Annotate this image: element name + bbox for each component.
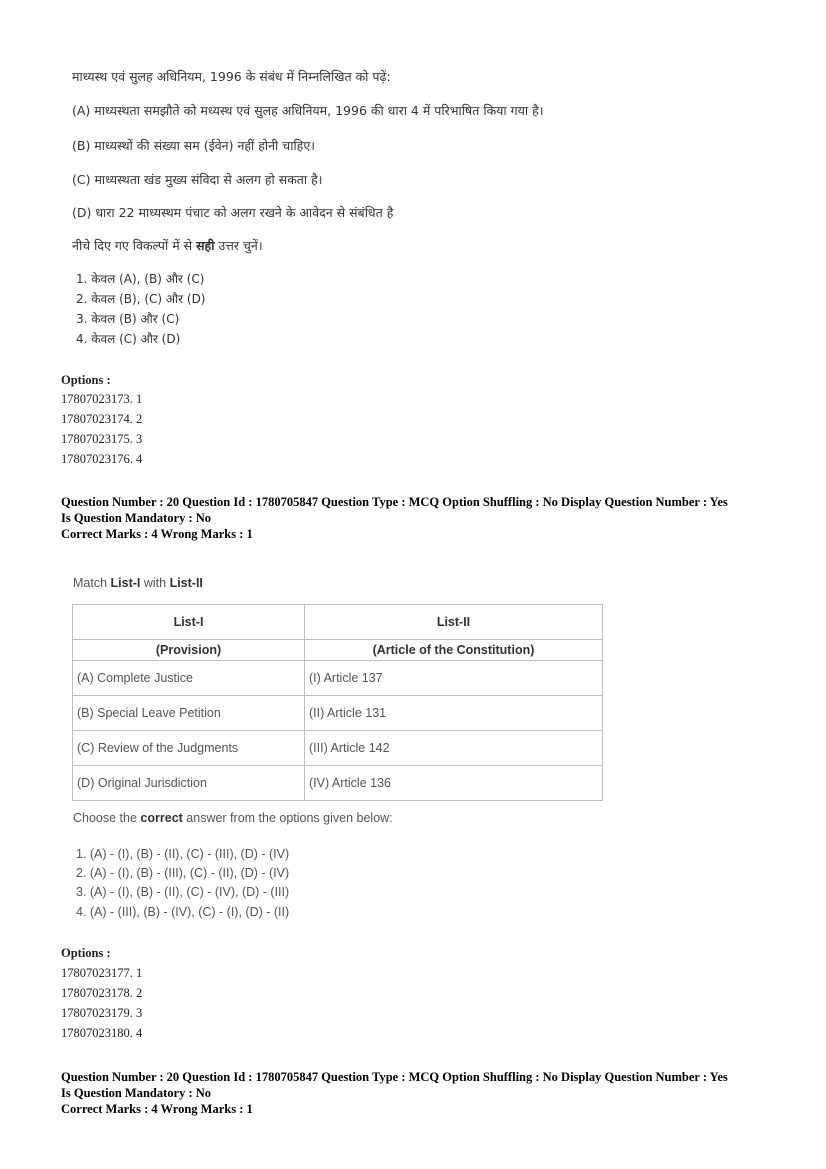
row-d-provision: (D) Original Jurisdiction [73,766,305,801]
q1-instruction [72,237,263,254]
row-a-provision: (A) Complete Justice [73,661,305,696]
q1-choice-1: 1. केवल (A), (B) और (C) [76,272,205,286]
q2-options-label: Options : [61,946,111,960]
subheader-provision: (Provision) [73,640,305,661]
q2-choose-instruction [73,811,393,825]
table-row [73,696,603,731]
q2-choose-post: answer from the options given below: [182,811,393,825]
q2-stem-list1: List-I [110,576,141,590]
q1-statement-c: (C) माध्यस्थता खंड मुख्य संविदा से अलग हो सकता है। [72,172,323,187]
q2-stem [73,576,203,590]
q2-option-3: 17807023179. 3 [61,1006,143,1020]
row-b-article: (II) Article 131 [305,696,603,731]
q1-options-list [61,389,142,469]
q1-option-1: 17807023173. 1 [61,392,143,406]
q2-option-1: 17807023177. 1 [61,966,143,980]
q1-choice-4: 4. केवल (C) और (D) [76,332,181,346]
q1-option-2: 17807023174. 2 [61,412,143,426]
q2-choice-2: 2. (A) - (I), (B) - (III), (C) - (II), (D) - (IV) [76,866,290,880]
q2-choose-bold: correct [140,811,183,825]
meta2-line3: Correct Marks : 4 Wrong Marks : 1 [61,1102,253,1116]
row-a-article: (I) Article 137 [305,661,603,696]
table-subheader-row [73,640,603,661]
meta1-line3: Correct Marks : 4 Wrong Marks : 1 [61,527,253,541]
table-row [73,766,603,801]
row-c-article: (III) Article 142 [305,731,603,766]
match-table [72,604,603,801]
q2-option-4: 17807023180. 4 [61,1026,143,1040]
q2-choice-4: 4. (A) - (III), (B) - (IV), (C) - (I), (D) - (II) [76,905,290,919]
q1-instruction-bold: सही [196,238,215,253]
row-b-provision: (B) Special Leave Petition [73,696,305,731]
question-meta-1 [61,494,728,542]
q2-options-list [61,963,142,1043]
q2-stem-list2: List-II [169,576,203,590]
table-row [73,661,603,696]
meta1-line2: Is Question Mandatory : No [61,511,212,525]
row-d-article: (IV) Article 136 [305,766,603,801]
q2-choice-1: 1. (A) - (I), (B) - (II), (C) - (III), (D) - (IV) [76,847,290,861]
q1-option-4: 17807023176. 4 [61,452,143,466]
meta2-line2: Is Question Mandatory : No [61,1086,212,1100]
table-row [73,731,603,766]
row-c-provision: (C) Review of the Judgments [73,731,305,766]
table-header-row [73,605,603,640]
q1-option-3: 17807023175. 3 [61,432,143,446]
q2-stem-mid: with [140,576,170,590]
q1-options-label: Options : [61,373,111,387]
q1-stem: माध्यस्थ एवं सुलह अधिनियम, 1996 के संबंध में निम्नलिखित को पढ़ें: [72,69,391,84]
q2-option-2: 17807023178. 2 [61,986,143,1000]
header-list2: List-II [305,605,603,640]
q1-choice-3: 3. केवल (B) और (C) [76,312,180,326]
meta2-line1: Question Number : 20 Question Id : 1780705847 Question Type : MCQ Option Shuffling : No Display Question Number : Yes [61,1070,728,1084]
subheader-article: (Article of the Constitution) [305,640,603,661]
q1-statement-a: (A) माध्यस्थता समझौते को मध्यस्थ एवं सुलह अधिनियम, 1996 की धारा 4 में परिभाषित किया गया है। [72,103,544,118]
q1-instruction-post: उत्तर चुनें। [214,238,263,253]
q2-stem-pre: Match [73,576,111,590]
header-list1: List-I [73,605,305,640]
q1-statement-b: (B) माध्यस्थों की संख्या सम (ईवेन) नहीं होनी चाहिए। [72,138,315,153]
meta1-line1: Question Number : 20 Question Id : 1780705847 Question Type : MCQ Option Shuffling : No Display Question Number : Yes [61,495,728,509]
q2-choose-pre: Choose the [73,811,141,825]
question-meta-2 [61,1069,728,1117]
q2-choice-3: 3. (A) - (I), (B) - (II), (C) - (IV), (D) - (III) [76,885,290,899]
q1-instruction-pre: नीचे दिए गए विकल्पों में से [72,238,197,253]
q1-statement-d: (D) धारा 22 माध्यस्थम पंचाट को अलग रखने के आवेदन से संबंधित है [72,205,394,220]
q1-choice-2: 2. केवल (B), (C) और (D) [76,292,206,306]
